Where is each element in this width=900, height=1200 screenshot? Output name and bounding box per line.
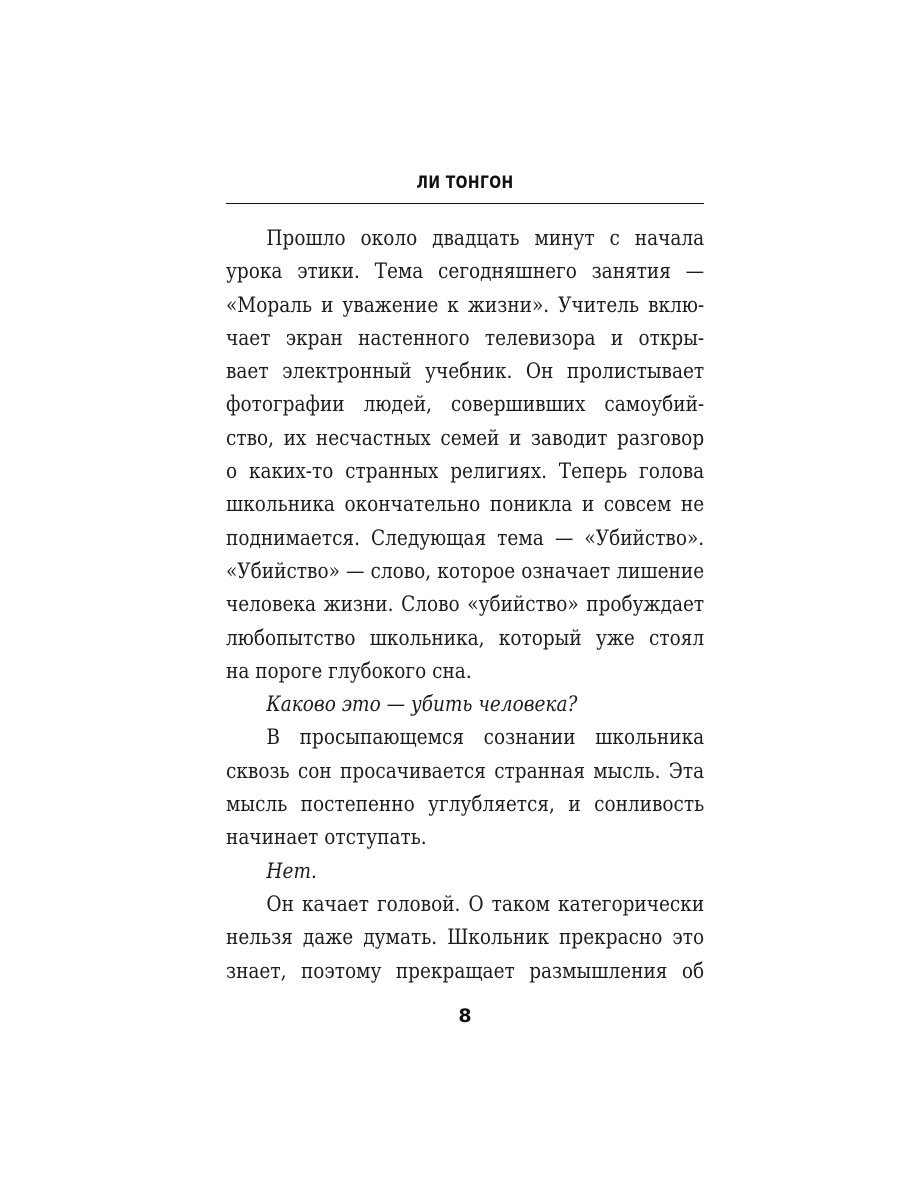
- text-line: фотографии людей, совершивших самоубий-: [226, 392, 705, 418]
- text-line: чает экран настенного телевизора и откры-: [226, 325, 705, 351]
- text-line-italic: Каково это — убить человека?: [266, 692, 578, 718]
- running-head-author: ЛИ ТОНГОН: [416, 173, 514, 193]
- text-line: В просыпающемся сознании школьника: [266, 725, 705, 751]
- text-line: школьника окончательно поникла и совсем не: [226, 492, 705, 518]
- text-line: «Мораль и уважение к жизни». Учитель вклю-: [226, 292, 705, 318]
- text-line: ство, их несчастных семей и заводит разговор: [226, 425, 705, 451]
- text-line: сквозь сон просачивается странная мысль. Эта: [226, 758, 705, 784]
- text-line: нельзя даже думать. Школьник прекрасно это: [226, 925, 705, 951]
- text-line: «Убийство» — слово, которое означает лишение: [226, 558, 705, 584]
- page-number: 8: [458, 1005, 472, 1027]
- text-line: поднимается. Следующая тема — «Убийство».: [226, 525, 705, 551]
- text-line: человека жизни. Слово «убийство» пробуждает: [226, 592, 705, 618]
- text-line: знает, поэтому прекращает размышления об: [226, 958, 705, 984]
- text-line-italic: Нет.: [266, 858, 317, 884]
- body-text: [226, 222, 704, 988]
- text-line: о каких-то странных религиях. Теперь голова: [226, 459, 705, 485]
- text-line: мысль постепенно углубляется, и сонливость: [226, 792, 705, 818]
- text-line: вает электронный учебник. Он пролистывает: [226, 359, 705, 385]
- text-line: любопытство школьника, который уже стоял: [226, 625, 705, 651]
- text-line: Прошло около двадцать минут с начала: [266, 226, 705, 251]
- book-page: [226, 0, 704, 1200]
- header-rule: [226, 203, 704, 204]
- text-line: начинает отступать.: [226, 825, 427, 851]
- text-line: Он качает головой. О таком категорически: [266, 891, 705, 917]
- text-line: на пороге глубокого сна.: [226, 658, 472, 684]
- text-line: урока этики. Тема сегодняшнего занятия —: [226, 259, 705, 285]
